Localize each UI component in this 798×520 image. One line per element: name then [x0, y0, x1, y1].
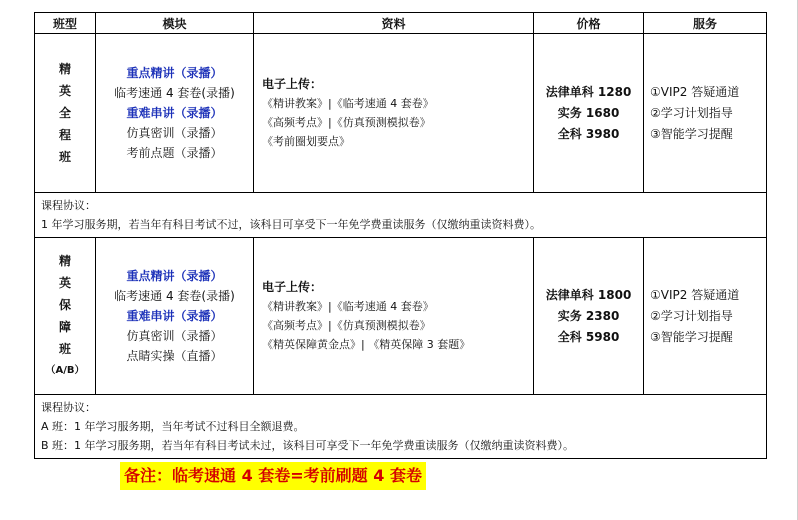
class-type-char: 障	[58, 320, 71, 334]
materials-cell	[254, 34, 534, 193]
price-value: 1800	[597, 287, 632, 302]
agreement-cell	[35, 395, 767, 459]
price-label: 法律单科	[545, 84, 594, 99]
class-type-char: 班	[58, 342, 71, 356]
agreement-line: B 班：1 年学习服务期，若当年有科目考试未过，该科目可享受下一年免学费重读服务（仅缴纳重读资料费）。	[41, 439, 575, 452]
materials-line: 《精讲教案》|《临考速通 4 套卷》	[262, 97, 434, 110]
module-item: 重难串讲（录播）	[126, 106, 223, 120]
price-label: 法律单科	[545, 287, 594, 302]
header-price: 价格	[534, 13, 644, 34]
service-item: ①VIP2 答疑通道	[650, 84, 740, 99]
service-item: ①VIP2 答疑通道	[650, 287, 740, 302]
agreement-row-guarantee	[35, 395, 767, 459]
class-type-char: 保	[58, 298, 71, 312]
materials-line: 《精讲教案》|《临考速通 4 套卷》	[262, 300, 434, 313]
agreement-title: 课程协议：	[41, 401, 96, 414]
price-label: 全科	[557, 126, 582, 141]
module-cell	[96, 238, 254, 395]
price-value: 1680	[585, 105, 620, 120]
class-type-char: 精	[58, 62, 71, 76]
module-item: 仿真密训（录播）	[126, 329, 223, 343]
class-type-char: 全	[58, 106, 71, 120]
module-item: 重难串讲（录播）	[126, 309, 223, 323]
price-line	[534, 285, 643, 306]
class-type-char: 班	[58, 150, 71, 164]
service-item: ②学习计划指导	[650, 308, 733, 323]
module-item: 仿真密训（录播）	[126, 126, 223, 140]
header-service: 服务	[644, 13, 767, 34]
course-row-guarantee	[35, 238, 767, 395]
service-item: ③智能学习提醒	[650, 329, 733, 344]
price-line	[534, 103, 643, 124]
module-item: 考前点题（录播）	[126, 146, 223, 160]
materials-cell	[254, 238, 534, 395]
class-type-char: 英	[58, 84, 71, 98]
price-value: 5980	[585, 329, 620, 344]
agreement-row-full	[35, 193, 767, 238]
course-row-full	[35, 34, 767, 193]
price-cell	[534, 34, 644, 193]
materials-line: 《精英保障黄金点》| 《精英保障 3 套题》	[262, 338, 471, 351]
class-type-cell	[35, 34, 96, 193]
agreement-cell	[35, 193, 767, 238]
price-value: 2380	[585, 308, 620, 323]
materials-title: 电子上传：	[262, 280, 323, 294]
header-class-type: 班型	[35, 13, 96, 34]
class-type-sub: （A/B）	[45, 365, 85, 376]
price-line	[534, 124, 643, 145]
agreement-line: A 班：1 年学习服务期，当年考试不过科目全额退费。	[41, 420, 305, 433]
header-row	[35, 13, 767, 34]
agreement-line: 1 年学习服务期，若当年有科目考试不过，该科目可享受下一年免学费重读服务（仅缴纳重读资料费）。	[41, 218, 541, 231]
module-item: 临考速通 4 套卷(录播)	[114, 289, 235, 303]
module-item: 点睛实操（直播）	[126, 349, 223, 363]
price-line	[534, 306, 643, 327]
class-type-char: 精	[58, 254, 71, 268]
course-price-table	[34, 12, 767, 459]
materials-line: 《高频考点》|《仿真预测模拟卷》	[262, 319, 431, 332]
class-type-char: 英	[58, 276, 71, 290]
materials-title: 电子上传：	[262, 77, 323, 91]
header-module: 模块	[96, 13, 254, 34]
class-type-char: 程	[58, 128, 71, 142]
price-cell	[534, 238, 644, 395]
remark-note: 备注：临考速通 4 套卷=考前刷题 4 套卷	[120, 462, 426, 490]
price-line	[534, 82, 643, 103]
price-label: 实务	[557, 105, 582, 120]
price-value: 3980	[585, 126, 620, 141]
service-cell	[644, 34, 767, 193]
class-type-cell	[35, 238, 96, 395]
service-cell	[644, 238, 767, 395]
module-cell	[96, 34, 254, 193]
price-line	[534, 327, 643, 348]
price-label: 全科	[557, 329, 582, 344]
materials-line: 《考前圈划要点》	[262, 135, 350, 148]
module-item: 临考速通 4 套卷(录播)	[114, 86, 235, 100]
service-item: ③智能学习提醒	[650, 126, 733, 141]
price-value: 1280	[597, 84, 632, 99]
materials-line: 《高频考点》|《仿真预测模拟卷》	[262, 116, 431, 129]
price-label: 实务	[557, 308, 582, 323]
service-item: ②学习计划指导	[650, 105, 733, 120]
agreement-title: 课程协议：	[41, 199, 96, 212]
module-item: 重点精讲（录播）	[126, 269, 223, 283]
module-item: 重点精讲（录播）	[126, 66, 223, 80]
header-materials: 资料	[254, 13, 534, 34]
